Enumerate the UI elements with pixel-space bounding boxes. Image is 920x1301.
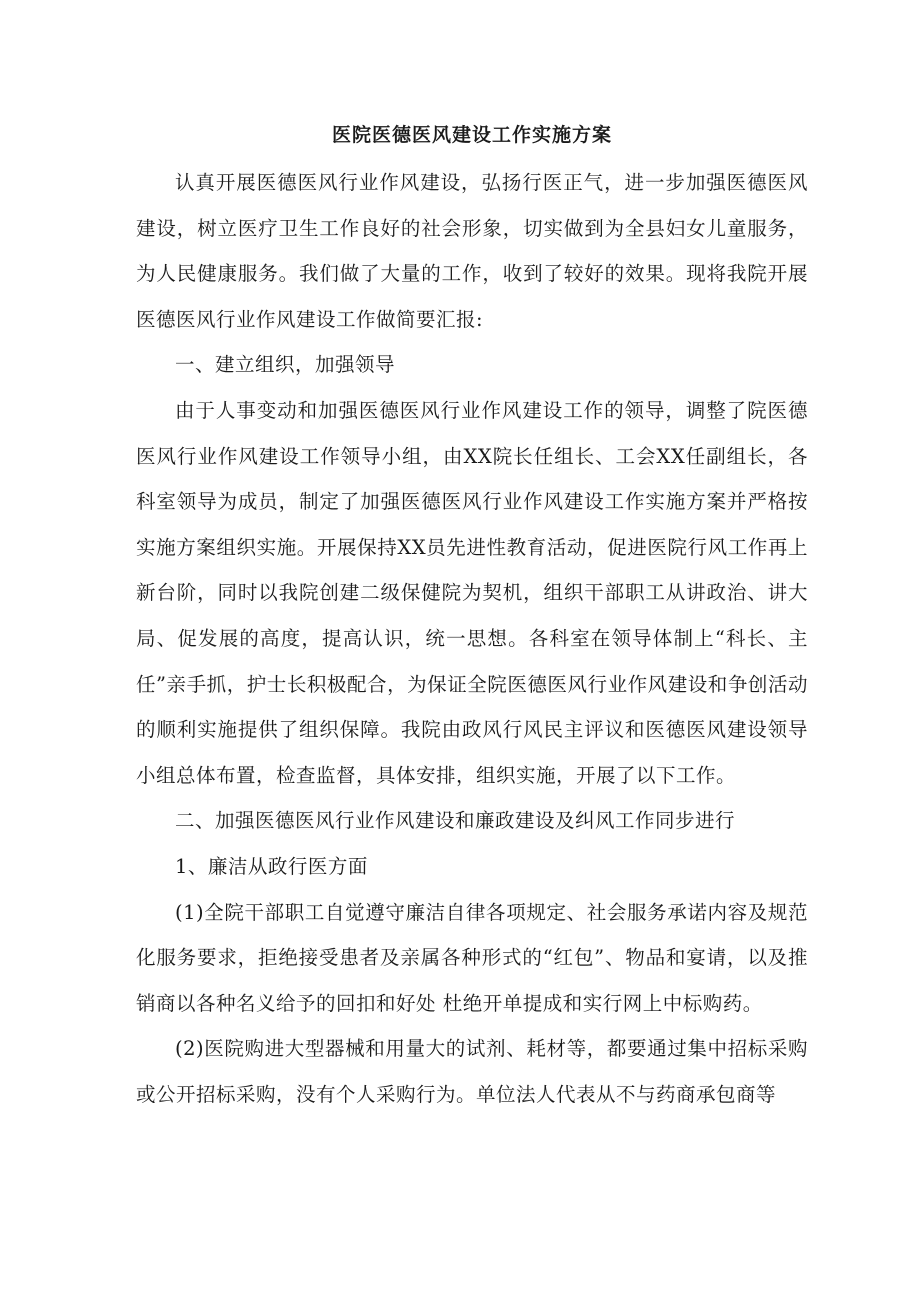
paragraph-item-1: (1)全院干部职工自觉遵守廉洁自律各项规定、社会服务承诺内容及规范化服务要求，拒绝接受患者及亲属各种形式的“红包”、物品和宴请，以及推销商以各种名义给予的回扣和好处 杜绝开单提成和实行网上中标购药。 [136,900,808,1015]
paragraph-intro: 认真开展医德医风行业作风建设，弘扬行医正气，进一步加强医德医风建设，树立医疗卫生工作良好的社会形象，切实做到为全县妇女儿童服务，为人民健康服务。我们做了大量的工作，收到了较好的效果。现将我院开展医德医风行业作风建设工作做简要汇报: [136,171,808,331]
subsection-heading-1: 1、廉洁从政行医方面 [175,854,368,878]
document-title: 医院医德医风建设工作实施方案 [331,124,612,146]
paragraph-item-2: (2)医院购进大型器械和用量大的试剂、耗材等，都要通过集中招标采购或公开招标采购，没有个人采购行为。单位法人代表从不与药商承包商等 [136,1037,808,1106]
document-page [136,112,808,1117]
section-heading-2: 二、加强医德医风行业作风建设和廉政建设及纠风工作同步进行 [175,809,736,833]
paragraph-organization: 由于人事变动和加强医德医风行业作风建设工作的领导，调整了院医德医风行业作风建设工作领导小组，由XX院长任组长、工会XX任副组长，各科室领导为成员，制定了加强医德医风行业作风建设工作实施方案并严格按实施方案组织实施。开展保持XX员先进性教育活动，促进医院行风工作再上新台阶，同时以我院创建二级保健院为契机，组织干部职工从讲政治、讲大局、促发展的高度，提高认识，统一思想。各科室在领导体制上“科长、主任”亲手抓，护士长积极配合，为保证全院医德医风行业作风建设和争创活动的顺利实施提供了组织保障。我院由政风行风民主评议和医德医风建设领导小组总体布置，检查监督，具体安排，组织实施，开展了以下工作。 [136,398,808,787]
section-heading-1: 一、建立组织，加强领导 [175,353,396,377]
